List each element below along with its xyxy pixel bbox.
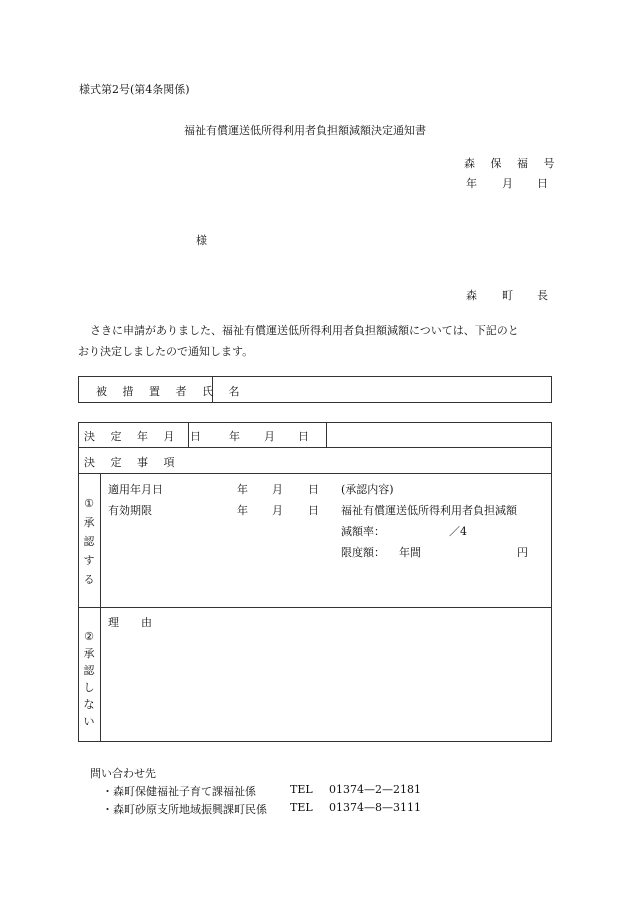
issuer-3: 長 xyxy=(537,289,548,302)
decision-date-label: 決 定 年 月 日 xyxy=(84,430,207,443)
form-number: 様式第2号(第4条関係) xyxy=(79,83,190,96)
valid-month: 月 xyxy=(272,504,283,517)
reason-label: 理 由 xyxy=(108,616,152,629)
reject-char: し xyxy=(83,681,95,694)
contact-office: ・森町砂原支所地域振興課町民係 xyxy=(102,803,267,816)
reject-char: 承 xyxy=(83,647,95,660)
decision-day: 日 xyxy=(298,430,309,443)
rate-value: ／4 xyxy=(449,525,467,538)
limit-period: 年間 xyxy=(399,546,421,559)
approval-content-text: 福祉有償運送低所得利用者負担減額 xyxy=(341,504,517,517)
reject-char: 認 xyxy=(83,664,95,677)
reject-char: な xyxy=(83,698,95,711)
contact-heading: 問い合わせ先 xyxy=(90,767,156,780)
issue-day: 日 xyxy=(537,177,548,190)
decision-items-label: 決 定 事 項 xyxy=(84,456,181,469)
document-number: 森 保 福 号 xyxy=(464,157,561,170)
decision-year: 年 xyxy=(229,430,240,443)
decision-table xyxy=(78,422,552,742)
approve-char: る xyxy=(83,573,95,586)
limit-unit: 円 xyxy=(517,546,528,559)
addressee-suffix: 様 xyxy=(196,234,207,247)
valid-year: 年 xyxy=(237,504,248,517)
decision-month: 月 xyxy=(264,430,275,443)
apply-year: 年 xyxy=(237,483,248,496)
limit-label: 限度額： xyxy=(341,546,385,559)
apply-month: 月 xyxy=(272,483,283,496)
issue-year: 年 xyxy=(466,177,477,190)
contact-tel-label: TEL xyxy=(290,783,313,796)
reject-char: い xyxy=(83,715,95,728)
approve-char: 承 xyxy=(83,516,95,529)
contact-tel: 01374—2—2181 xyxy=(329,783,421,796)
contact-office: ・森町保健福祉子育て課福祉係 xyxy=(102,785,256,798)
issuer-1: 森 xyxy=(466,289,477,302)
issue-month: 月 xyxy=(502,177,513,190)
subject-name-label: 被 措 置 者 氏 名 xyxy=(96,385,246,398)
valid-day: 日 xyxy=(308,504,319,517)
valid-until-label: 有効期限 xyxy=(108,504,152,517)
reject-mark: ② xyxy=(84,630,94,643)
rate-label: 減額率： xyxy=(341,525,385,538)
body-line-1: さきに申請がありました、福祉有償運送低所得利用者負担額減額については、下記のと xyxy=(90,324,519,337)
issuer-2: 町 xyxy=(502,289,513,302)
approve-char: 認 xyxy=(83,535,95,548)
document-title: 福祉有償運送低所得利用者負担額減額決定通知書 xyxy=(184,124,426,137)
body-line-2: おり決定しましたので通知します。 xyxy=(78,345,254,358)
apply-date-label: 適用年月日 xyxy=(108,483,163,496)
contact-tel: 01374—8—3111 xyxy=(329,801,421,814)
approve-char: す xyxy=(83,554,95,567)
approve-mark: ① xyxy=(84,497,94,510)
apply-day: 日 xyxy=(308,483,319,496)
contact-tel-label: TEL xyxy=(290,801,313,814)
approval-content-label: (承認内容) xyxy=(341,483,394,496)
